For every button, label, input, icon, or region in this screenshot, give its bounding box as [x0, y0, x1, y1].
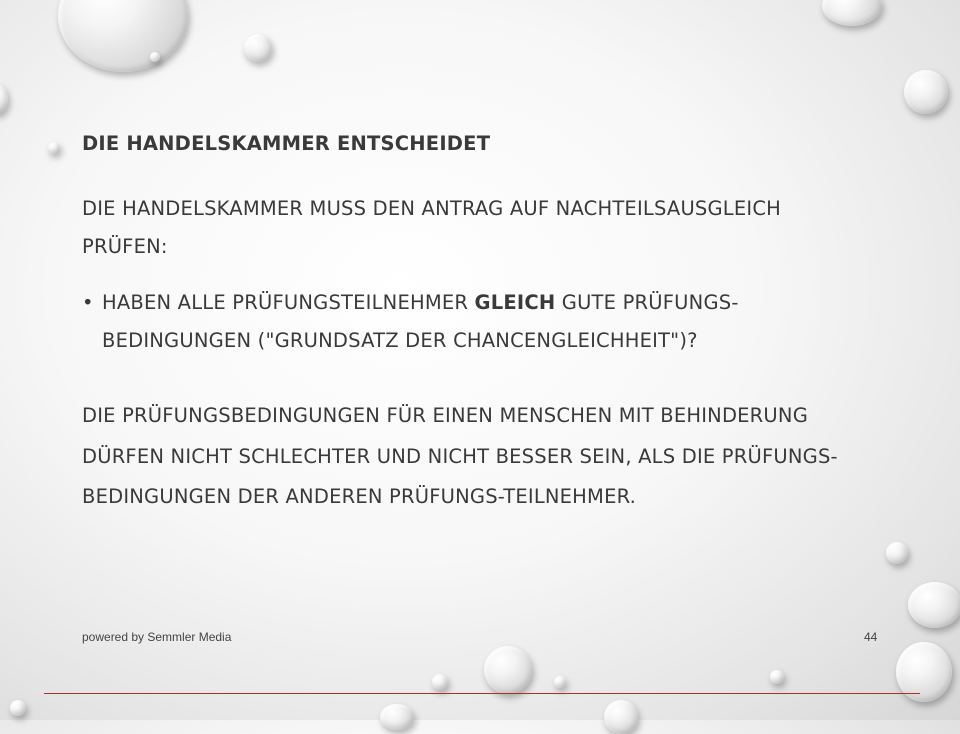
water-drop-icon: [244, 34, 272, 62]
slide-heading: DIE HANDELSKAMMER ENTSCHEIDET: [82, 132, 491, 155]
footer-credit: powered by Semmler Media: [82, 630, 232, 644]
bullet-item: [82, 284, 872, 360]
water-drop-icon: [484, 646, 532, 694]
water-drop-icon: [432, 674, 448, 690]
water-drop-icon: [10, 700, 26, 716]
footer-divider: [44, 693, 920, 694]
water-drop-icon: [150, 52, 160, 62]
water-drop-icon: [770, 670, 784, 684]
conclusion-paragraph: DIE PRÜFUNGSBEDINGUNGEN FÜR EINEN MENSCHEN MIT BEHINDERUNG DÜRFEN NICHT SCHLECHTER UND NICHT BESSER SEIN, ALS DIE PRÜFUNGS-BEDINGUNGEN DER ANDEREN PRÜFUNGS-TEILNEHMER.: [82, 404, 838, 508]
water-drop-icon: [554, 676, 566, 688]
slide-content: [82, 124, 872, 518]
water-drop-icon: [380, 704, 414, 730]
water-drop-icon: [822, 0, 882, 26]
bullet-text-end: GUTE PRÜFUNGS-BEDINGUNGEN ("GRUNDSATZ DER CHANCENGLEICHHEIT")?: [102, 291, 739, 352]
bullet-icon: •: [82, 291, 94, 314]
water-drop-icon: [0, 84, 8, 114]
water-drop-icon: [58, 0, 188, 72]
water-drop-icon: [886, 542, 908, 564]
intro-paragraph: DIE HANDELSKAMMER MUSS DEN ANTRAG AUF NACHTEILSAUSGLEICH PRÜFEN:: [82, 197, 782, 258]
page-number: 44: [864, 630, 878, 644]
bullet-bold-word: GLEICH: [474, 291, 556, 314]
water-drop-icon: [908, 582, 960, 628]
water-drop-icon: [48, 142, 60, 154]
water-drop-icon: [904, 70, 948, 114]
bullet-text-start: HABEN ALLE PRÜFUNGSTEILNEHMER: [102, 291, 475, 314]
water-drop-icon: [604, 700, 638, 734]
